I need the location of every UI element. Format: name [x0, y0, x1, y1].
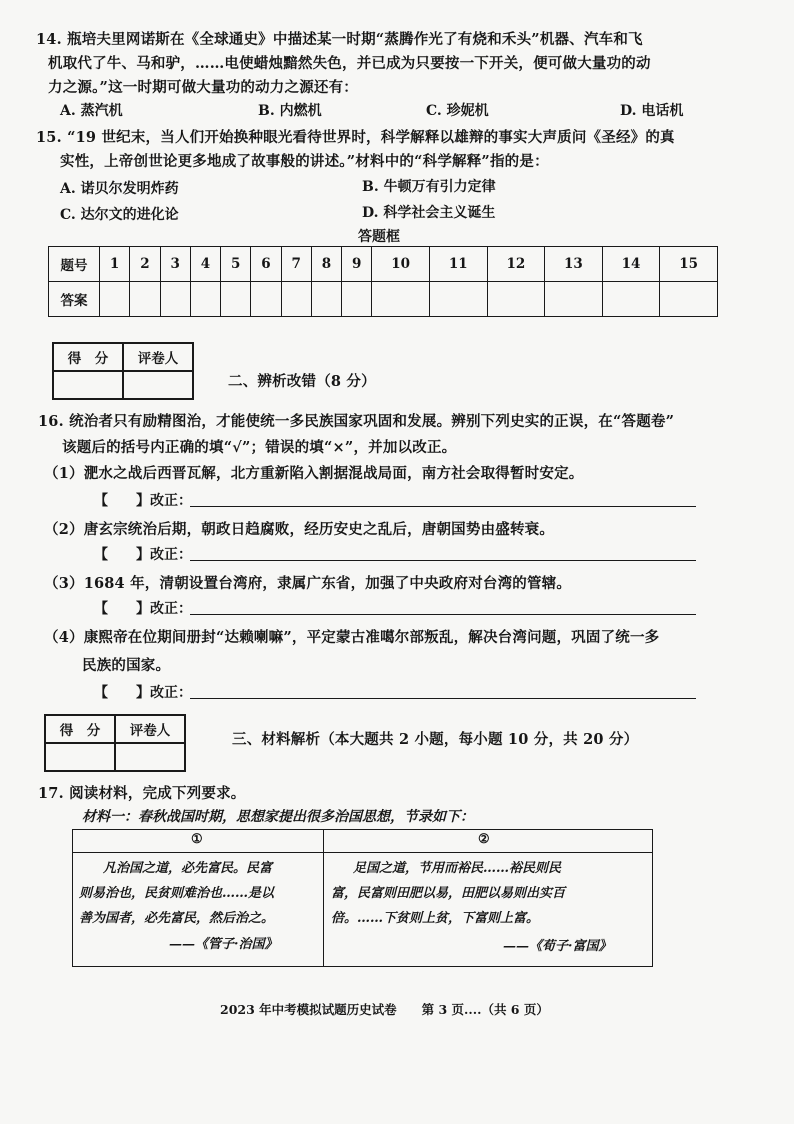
material-col2-line1: 足国之道，节用而裕民……裕民则民: [353, 861, 562, 876]
q16-correction-3-label: 【 】改正：: [94, 601, 192, 617]
q14-option-a: A. 蒸汽机: [60, 103, 123, 119]
q14-line2: 机取代了牛、马和驴，……电使蜡烛黯然失色，并已成为只要按一下开关，便可做大量功的动: [48, 55, 651, 72]
answer-grid-number: 9: [342, 247, 372, 282]
material-col2-line3: 倍。……下贫则上贫，下富则上富。: [331, 911, 540, 926]
q16-correction-2-label: 【 】改正：: [94, 547, 192, 563]
answer-cell[interactable]: [311, 282, 341, 317]
q16-line1: 16. 统治者只有励精图治，才能使统一多民族国家巩固和发展。辨别下列史实的正误，在“答题卷”: [38, 413, 675, 430]
score-label: 得 分: [53, 343, 123, 371]
answer-grid: [48, 246, 718, 317]
grader-label: 评卷人: [123, 343, 193, 371]
answer-grid-number: 7: [281, 247, 311, 282]
answer-cell[interactable]: [221, 282, 251, 317]
page-footer: 2023 年中考模拟试题历史试卷 第 3 页....（共 6 页）: [220, 1002, 549, 1017]
answer-grid-number: 2: [130, 247, 160, 282]
material-col1-line2: 则易治也，民贫则难治也……是以: [79, 886, 275, 901]
material-col2-number: ②: [478, 832, 490, 847]
answer-grid-number-row: [49, 247, 718, 282]
q14-line3: 力之源。”这一时期可做大量功的动力之源还有：: [48, 79, 358, 96]
answer-grid-number: 14: [602, 247, 660, 282]
answer-cell[interactable]: [429, 282, 487, 317]
section3-title: 三、材料解析（本大题共 2 小题，每小题 10 分，共 20 分）: [232, 731, 639, 748]
material-col2-line2: 富，民富则田肥以易，田肥以易则出实百: [331, 886, 566, 901]
q15-option-b: B. 牛顿万有引力定律: [362, 179, 496, 195]
material-col1-line3: 善为国者，必先富民，然后治之。: [79, 911, 275, 926]
q14-option-c: C. 珍妮机: [426, 103, 489, 119]
answer-cell[interactable]: [130, 282, 160, 317]
answer-cell[interactable]: [342, 282, 372, 317]
q16-correction-1-label: 【 】改正：: [94, 493, 192, 509]
grader-label: 评卷人: [115, 715, 185, 743]
answer-cell[interactable]: [487, 282, 545, 317]
material-col1-source: ——《管子·治国》: [169, 937, 278, 952]
q16-correction-3-line[interactable]: [190, 614, 696, 615]
material-col1-line1: 凡治国之道，必先富民。民富: [103, 861, 273, 876]
q16-item-4: （4）康熙帝在位期间册封“达赖喇嘛”，平定蒙古准噶尔部叛乱，解决台湾问题，巩固了统一多: [44, 629, 660, 646]
material-column-divider: [323, 830, 324, 966]
q14-option-d: D. 电话机: [620, 103, 684, 119]
answer-grid-number: 1: [100, 247, 130, 282]
q16-correction-4-line[interactable]: [190, 698, 696, 699]
answer-grid-number: 11: [429, 247, 487, 282]
grader-cell[interactable]: [115, 743, 185, 771]
q15-option-a: A. 诺贝尔发明炸药: [60, 181, 179, 197]
answer-cell[interactable]: [281, 282, 311, 317]
q17-material-title: 材料一：春秋战国时期，思想家提出很多治国思想，节录如下：: [82, 809, 474, 825]
q15-line1: 15. “19 世纪末，当人们开始换种眼光看待世界时，科学解释以雄辩的事实大声质问《圣经》的真: [36, 129, 675, 146]
material-col1-number: ①: [191, 832, 203, 847]
answer-grid-number: 8: [311, 247, 341, 282]
q14-option-b: B. 内燃机: [258, 103, 322, 119]
answer-grid-number: 10: [372, 247, 430, 282]
material-col2-source: ——《荀子·富国》: [503, 939, 612, 954]
q17-intro: 17. 阅读材料，完成下列要求。: [38, 785, 246, 802]
q16-item-4-line2: 民族的国家。: [82, 657, 171, 674]
q16-item-2: （2）唐玄宗统治后期，朝政日趋腐败，经历安史之乱后，唐朝国势由盛转衰。: [44, 521, 555, 538]
answer-grid-number: 5: [221, 247, 251, 282]
answer-grid-row2-label: 答案: [49, 282, 100, 317]
q15-line2: 实性，上帝创世论更多地成了故事般的讲述。”材料中的“科学解释”指的是：: [60, 153, 549, 170]
section2-score-box: [52, 342, 194, 400]
score-cell[interactable]: [45, 743, 115, 771]
score-cell[interactable]: [53, 371, 123, 399]
answer-cell[interactable]: [372, 282, 430, 317]
q14-line1: 14. 瓶培夫里网诺斯在《全球通史》中描述某一时期“蒸腾作光了有烧和禾头”机器、汽车和飞: [36, 31, 643, 48]
answer-cell[interactable]: [602, 282, 660, 317]
answer-grid-number: 3: [160, 247, 190, 282]
section3-score-box: [44, 714, 186, 772]
answer-cell[interactable]: [545, 282, 603, 317]
q16-item-1: （1）淝水之战后西晋瓦解，北方重新陷入割据混战局面，南方社会取得暂时安定。: [44, 465, 584, 482]
answer-cell[interactable]: [660, 282, 718, 317]
q16-correction-1-line[interactable]: [190, 506, 696, 507]
score-label: 得 分: [45, 715, 115, 743]
q17-material-table: [72, 829, 653, 967]
answer-box-title: 答题框: [358, 229, 400, 245]
answer-cell[interactable]: [251, 282, 281, 317]
section2-title: 二、辨析改错（8 分）: [228, 373, 376, 390]
grader-cell[interactable]: [123, 371, 193, 399]
q15-option-d: D. 科学社会主义诞生: [362, 205, 496, 221]
answer-cell[interactable]: [100, 282, 130, 317]
answer-grid-number: 13: [545, 247, 603, 282]
q15-option-c: C. 达尔文的进化论: [60, 207, 179, 223]
answer-cell[interactable]: [160, 282, 190, 317]
answer-grid-row1-label: 题号: [49, 247, 100, 282]
material-header-row: [73, 830, 652, 853]
q16-correction-2-line[interactable]: [190, 560, 696, 561]
answer-grid-answer-row: [49, 282, 718, 317]
q16-item-3: （3）1684 年，清朝设置台湾府，隶属广东省，加强了中央政府对台湾的管辖。: [44, 575, 572, 592]
answer-grid-number: 15: [660, 247, 718, 282]
answer-grid-number: 6: [251, 247, 281, 282]
answer-grid-number: 12: [487, 247, 545, 282]
answer-grid-number: 4: [190, 247, 220, 282]
q16-line2: 该题后的括号内正确的填“√”；错误的填“×”，并加以改正。: [62, 439, 457, 456]
answer-cell[interactable]: [190, 282, 220, 317]
q16-correction-4-label: 【 】改正：: [94, 685, 192, 701]
